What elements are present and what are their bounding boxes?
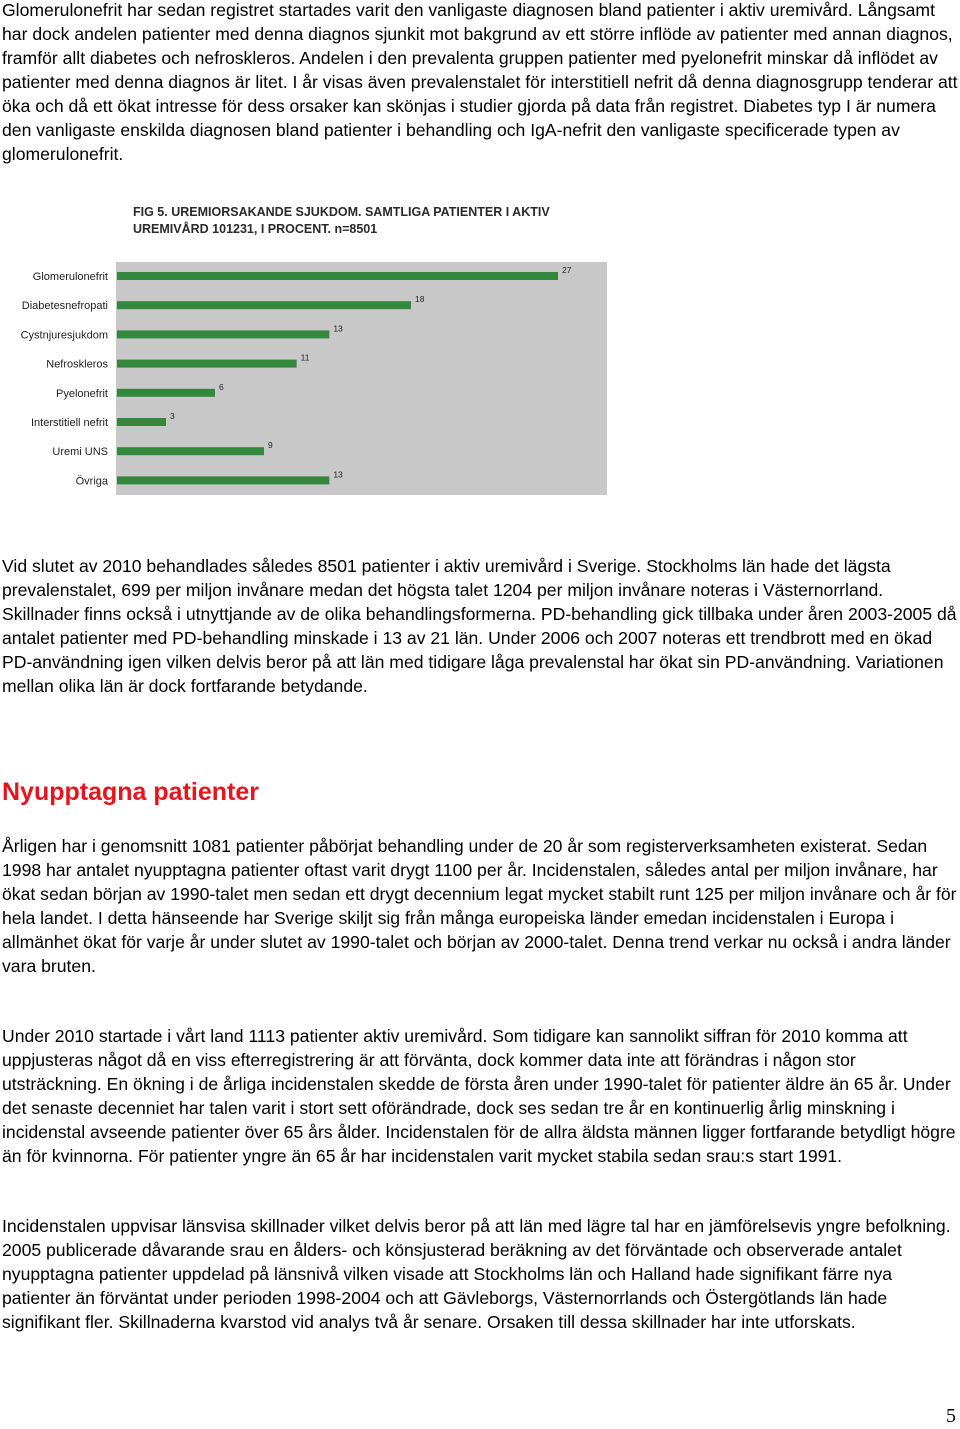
regional-differences-paragraph: Incidenstalen uppvisar länsvisa skillnader vilket delvis beror på att län med lägre tal har en jämförelsevis yngre befolkning. 2005 publicerade dåvarande srau en ålders- och könsjusterad beräkning av det förväntade och observerade antalet nyupptagna patienter uppdelad på länsnivå vilken visade att Stockholms län och Halland hade signifikant färre nya patienter än förväntat under perioden 1998-2004 och att Gävleborgs, Västernorrlands och Östergötlands län hade signifikant fler. Skillnaderna kvarstod vid analys två år senare. Orsaken till dessa skillnader har inte utforskats. bbox=[2, 1216, 951, 1332]
category-label: Diabetesnefropati bbox=[21, 300, 108, 313]
bar bbox=[117, 476, 329, 484]
category-label: Övriga bbox=[75, 475, 108, 488]
value-label: 3 bbox=[170, 411, 175, 421]
value-label: 18 bbox=[415, 294, 425, 305]
value-label: 6 bbox=[219, 381, 224, 392]
category-label: Nefroskleros bbox=[46, 358, 108, 371]
section-heading: Nyupptagna patienter bbox=[2, 778, 259, 806]
bar bbox=[117, 360, 297, 368]
category-label: Interstitiell nefrit bbox=[30, 417, 108, 429]
value-label: 11 bbox=[300, 352, 310, 363]
intro-paragraph: Glomerulonefrit har sedan registret startades varit den vanligaste diagnosen bland patienter i aktiv uremivård. Långsamt har dock andelen patienter med denna diagnos sjunkit mot bakgrund av ett större inflöde av patienter med annan diagnos, framför allt diabetes och nefroskleros. Andelen i den prevalenta gruppen patienter med pyelonefrit minskar då inflödet av patienter med denna diagnos är litet. I år visas även prevalenstalet för interstitiell nefrit då denna diagnosgrupp tenderar att öka och då ett ökat intresse för dess orsaker kan skönjas i studier gjorda på data från registret. Diabetes typ I är numera den vanligaste enskilda diagnosen bland patienter i behandling och IgA-nefrit den vanligaste specificerade typen av glomerulonefrit. bbox=[2, 0, 958, 164]
bar-chart bbox=[0, 198, 620, 498]
bar bbox=[117, 330, 329, 338]
bar bbox=[117, 301, 411, 309]
chart-title-line1: FIG 5. UREMIORSAKANDE SJUKDOM. SAMTLIGA PATIENTER I AKTIV bbox=[133, 205, 550, 219]
chart-title-line2: UREMIVÅRD 101231, I PROCENT. n=8501 bbox=[133, 222, 378, 236]
value-label: 27 bbox=[562, 265, 572, 275]
incidence-paragraph: Årligen har i genomsnitt 1081 patienter påbörjat behandling under de 20 år som registerverksamheten existerat. Sedan 1998 har antalet nyupptagna patienter oftast varit drygt 1100 per år. Incidenstalen, således antal per miljon invånare, har ökat sedan början av 1990-talet men sedan ett drygt decennium legat mycket stabilt runt 125 per miljon invånare och år för hela landet. I detta hänseende har Sverige skiljt sig från många europeiska länder emedan incidenstalen i Europa i allmänhet ökat för varje år under slutet av 1990-talet och början av 2000-talet. Denna trend verkar nu också i andra länder vara bruten. bbox=[2, 836, 957, 976]
bar bbox=[117, 272, 558, 280]
page-number: 5 bbox=[946, 1405, 956, 1427]
bar bbox=[117, 418, 166, 426]
value-label: 13 bbox=[333, 323, 343, 334]
new-patients-2010-paragraph: Under 2010 startade i vårt land 1113 patienter aktiv uremivård. Som tidigare kan sannolikt siffran för 2010 komma att uppjusteras något då en viss efterregistrering är att förvänta, dock kommer data inte att förändras i någon stor utsträckning. En ökning i de årliga incidenstalen skedde de första åren under 1990-talet för patienter äldre än 65 år. Under det senaste decenniet har talen varit i stort sett oförändrade, dock ses sedan tre år en kontinuerlig årlig minskning i incidenstal avseende patienter över 65 års ålder. Incidenstalen för de allra äldsta männen ligger fortfarande betydligt högre än för kvinnorna. För patienter yngre än 65 år har incidenstalen varit mycket stabila sedan srau:s start 1991. bbox=[2, 1026, 956, 1166]
category-label: Cystnjuresjukdom bbox=[20, 329, 108, 342]
category-label: Glomerulonefrit bbox=[32, 271, 108, 283]
category-label: Uremi UNS bbox=[52, 446, 108, 459]
chart-background bbox=[116, 262, 607, 495]
value-label: 9 bbox=[268, 440, 273, 451]
bar bbox=[117, 447, 264, 455]
bar bbox=[117, 389, 215, 397]
prevalence-paragraph: Vid slutet av 2010 behandlades således 8501 patienter i aktiv uremivård i Sverige. Stockholms län hade det lägsta prevalenstalet, 699 per miljon invånare medan det högsta talet 1204 per miljon invånare noteras i Västernorrland. Skillnader finns också i utnyttjande av de olika behandlingsformerna. PD-behandling gick tillbaka under åren 2003-2005 då antalet patienter med PD-behandling minskade i 13 av 21 län. Under 2006 och 2007 noteras ett trendbrott med en ökad PD-användning igen vilken delvis beror på att län med tidigare låga prevalenstal har ökat sin PD-användning. Variationen mellan olika län är dock fortfarande betydande. bbox=[2, 556, 957, 696]
value-label: 13 bbox=[333, 469, 343, 480]
category-label: Pyelonefrit bbox=[56, 387, 108, 400]
